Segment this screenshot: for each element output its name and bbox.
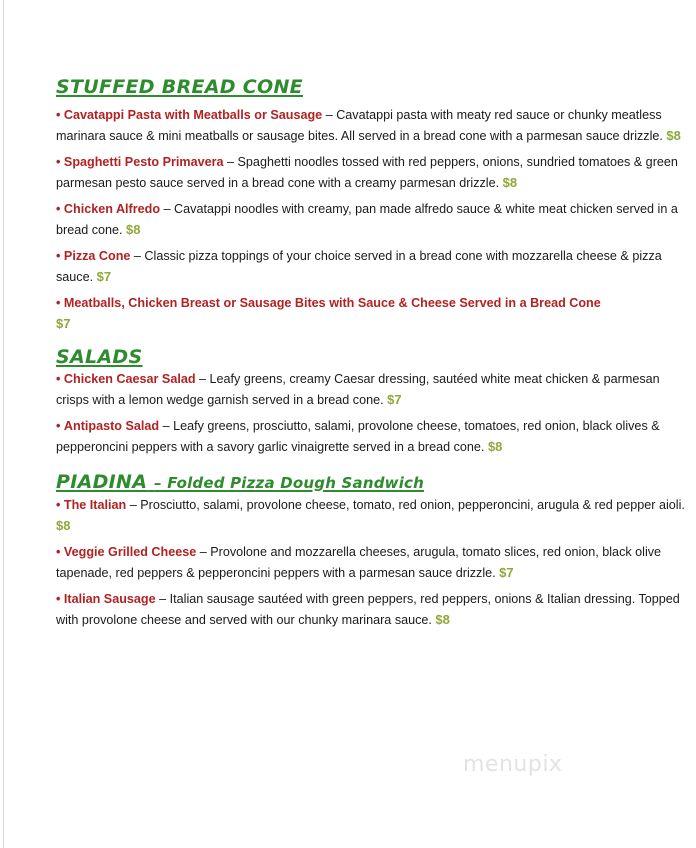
bullet-icon: • — [56, 372, 61, 386]
item-description: Cavatappi pasta with meaty red sauce or chunky meatless marinara sauce & mini meatballs or sausage bites. All served in a bread cone with a parmesan sauce drizzle. — [56, 108, 663, 143]
menu-item: • Antipasto Salad – Leafy greens, prosciutto, salami, provolone cheese, tomatoes, red onion, black olives & pepperoncini peppers with a savory garlic vinaigrette served in a bread cone. $8 — [56, 419, 660, 454]
item-price: $8 — [502, 174, 518, 190]
menu-item: • Chicken Alfredo – Cavatappi noodles with creamy, pan made alfredo sauce & white meat chicken served in a bread cone. $8 — [56, 202, 678, 237]
item-description: Classic pizza toppings of your choice served in a bread cone with mozzarella cheese & pizza sauce. — [56, 249, 662, 284]
watermark-logo: menupix — [463, 752, 563, 777]
bullet-icon: • — [56, 545, 61, 559]
menu-item — [56, 294, 696, 334]
item-name: Chicken Caesar Salad — [63, 372, 196, 386]
item-name: Spaghetti Pesto Primavera — [63, 155, 224, 169]
bullet-icon: • — [56, 592, 61, 606]
item-price: $7 — [56, 315, 71, 331]
section-heading: SALADS — [56, 346, 143, 368]
menu-item: • Italian Sausage – Italian sausage sautéed with green peppers, red peppers, onions & Italian dressing. Topped with provolone cheese and served with our chunky marinara sauce. $8 — [56, 592, 680, 627]
page-edge-divider — [3, 0, 4, 848]
item-description: Spaghetti noodles tossed with red peppers, onions, sundried tomatoes & green parmesan pesto sauce served in a bread cone with a creamy parmesan drizzle. — [56, 155, 678, 190]
menu-item: • Cavatappi Pasta with Meatballs or Sausage – Cavatappi pasta with meaty red sauce or chunky meatless marinara sauce & mini meatballs or sausage bites. All served in a bread cone with a parmesan sauce drizzle. $8 — [56, 108, 681, 143]
bullet-icon: • — [56, 419, 61, 433]
bullet-icon: • — [56, 249, 61, 263]
item-description: Leafy greens, prosciutto, salami, provolone cheese, tomatoes, red onion, black olives & pepperoncini peppers with a savory garlic vinaigrette served in a bread cone. — [56, 419, 660, 454]
item-price: $8 — [435, 611, 450, 627]
item-description: Italian sausage sautéed with green peppers, red peppers, onions & Italian dressing. Topped with provolone cheese and served with our chunky marinara sauce. — [56, 592, 680, 627]
item-description: Provolone and mozzarella cheeses, arugula, tomato slices, red onion, black olive tapenade, red peppers & pepperoncini peppers with a parmesan sauce drizzle. — [56, 545, 662, 580]
section-heading: STUFFED BREAD CONE — [56, 76, 303, 98]
item-price: $8 — [126, 221, 141, 237]
bullet-icon: • — [56, 155, 61, 169]
item-name: Pizza Cone — [63, 249, 131, 263]
section-salads — [56, 344, 696, 457]
item-price: $8 — [56, 517, 71, 533]
item-price: $7 — [499, 564, 514, 580]
section-stuffed-bread-cone — [56, 74, 696, 334]
bullet-icon: • — [56, 202, 61, 216]
item-name: Chicken Alfredo — [63, 202, 161, 216]
item-price: $7 — [387, 391, 402, 407]
item-description: Cavatappi noodles with creamy, pan made alfredo sauce & white meat chicken served in a bread cone. — [56, 202, 678, 237]
menu-item: • Chicken Caesar Salad – Leafy greens, creamy Caesar dressing, sautéed white meat chicken & parmesan crisps with a lemon wedge garnish served in a bread cone. $7 — [56, 372, 660, 407]
item-description: Prosciutto, salami, provolone cheese, tomato, red onion, pepperoncini, arugula & red pepper aioli. — [140, 498, 685, 512]
item-name: Cavatappi Pasta with Meatballs or Sausage — [63, 108, 323, 122]
item-name: Meatballs, Chicken Breast or Sausage Bites with Sauce & Cheese Served in a Bread Cone — [63, 296, 601, 310]
menu-item: • The Italian – Prosciutto, salami, provolone cheese, tomato, red onion, pepperoncini, arugula & red pepper aioli. $8 — [56, 498, 685, 533]
item-name: Italian Sausage — [63, 592, 156, 606]
menu-content — [56, 74, 696, 630]
item-name: Antipasto Salad — [63, 419, 160, 433]
item-description: Leafy greens, creamy Caesar dressing, sautéed white meat chicken & parmesan crisps with a lemon wedge garnish served in a bread cone. — [56, 372, 660, 407]
bullet-icon: • — [56, 108, 61, 122]
menu-item: • Pizza Cone – Classic pizza toppings of your choice served in a bread cone with mozzarella cheese & pizza sauce. $7 — [56, 249, 662, 284]
menu-item: • Spaghetti Pesto Primavera – Spaghetti noodles tossed with red peppers, onions, sundried tomatoes & green parmesan pesto sauce served in a bread cone with a creamy parmesan drizzle. $8 — [56, 155, 678, 190]
item-price: $8 — [487, 438, 503, 454]
item-price: $8 — [666, 127, 681, 143]
bullet-icon: • — [56, 498, 61, 512]
item-price: $7 — [96, 268, 112, 284]
bullet-icon: • — [56, 296, 61, 310]
section-subheading: – Folded Pizza Dough Sandwich — [154, 474, 425, 492]
section-piadina — [56, 469, 696, 630]
item-name: Veggie Grilled Cheese — [63, 545, 197, 559]
menu-item: • Veggie Grilled Cheese – Provolone and mozzarella cheeses, arugula, tomato slices, red onion, black olive tapenade, red peppers & pepperoncini peppers with a parmesan sauce drizzle. $7 — [56, 545, 662, 580]
item-name: The Italian — [63, 498, 127, 512]
section-heading: PIADINA – Folded Pizza Dough Sandwich — [56, 471, 425, 493]
